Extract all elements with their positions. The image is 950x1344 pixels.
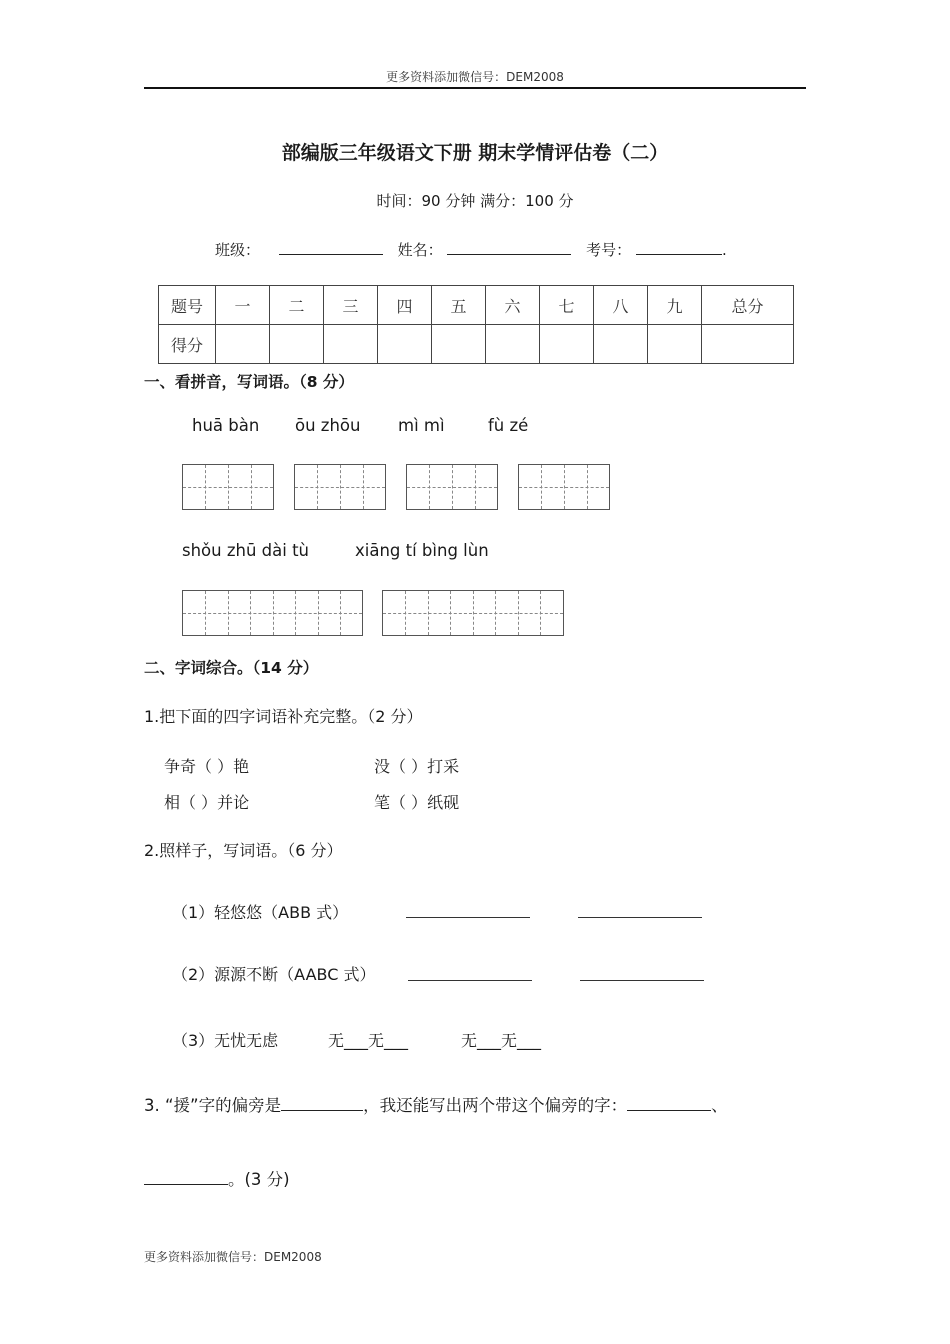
pinyin-label: shǒu zhū dài tù [182,541,310,560]
name-label: 姓名： [397,241,443,259]
table-cell: 总分 [702,286,794,325]
pinyin-label: fù zé [488,416,529,435]
writing-grid[interactable] [518,464,610,510]
page-header: 更多资料添加微信号：DEM2008 [386,70,564,84]
section-1-heading: 一、看拼音，写词语。（8 分） [144,373,354,391]
question-3 [144,1092,728,1116]
page-footer: 更多资料添加微信号：DEM2008 [144,1250,322,1264]
answer-blank[interactable] [406,917,530,918]
answer-blank[interactable] [281,1094,363,1111]
table-cell: 九 [648,286,702,325]
table-cell: 四 [378,286,432,325]
question-3-continued [144,1166,290,1190]
header-divider [144,87,806,89]
score-cell[interactable] [594,325,648,364]
table-cell: 二 [270,286,324,325]
score-table [158,285,794,364]
score-cell[interactable] [324,325,378,364]
score-cell[interactable] [216,325,270,364]
name-field[interactable] [447,238,571,255]
writing-grid[interactable] [182,464,274,510]
score-cell[interactable] [432,325,486,364]
q3-text-3: 、 [711,1096,728,1115]
table-cell: 七 [540,286,594,325]
exam-subtitle: 时间：90 分钟 满分：100 分 [376,192,574,210]
table-cell: 三 [324,286,378,325]
student-info-line [215,238,727,260]
table-cell: 题号 [159,286,216,325]
score-cell[interactable] [702,325,794,364]
pattern-blank[interactable]: 无___无___ [328,1031,409,1050]
class-label: 班级： [215,241,261,259]
answer-blank[interactable] [627,1094,711,1111]
question-1-prompt: 1.把下面的四字词语补充完整。（2 分） [144,707,423,726]
class-field[interactable] [279,238,383,255]
info-end: . [721,241,727,259]
writing-grid[interactable] [382,590,564,636]
answer-blank[interactable] [580,980,704,981]
table-cell: 五 [432,286,486,325]
id-label: 考号： [586,241,632,259]
id-field[interactable] [636,238,722,255]
word-pattern-item: （3）无忧无虑 [172,1031,279,1050]
answer-blank[interactable] [578,917,702,918]
q3-text-2: ，我还能写出两个带这个偏旁的字： [363,1096,628,1115]
score-cell[interactable] [270,325,324,364]
q3-text-4: 。(3 分) [228,1170,290,1189]
idiom-item: 相（ ）并论 [164,793,250,812]
idiom-item: 没（ ）打采 [374,757,460,776]
word-pattern-item: （1）轻悠悠（ABB 式） [172,903,349,922]
score-cell[interactable] [378,325,432,364]
pinyin-label: mì mì [398,416,445,435]
pinyin-label: ōu zhōu [295,416,361,435]
section-2-heading: 二、字词综合。（14 分） [144,659,319,677]
pattern-blank[interactable]: 无___无___ [461,1031,542,1050]
score-table-header-row [159,286,794,325]
writing-grid[interactable] [294,464,386,510]
question-2-prompt: 2.照样子，写词语。（6 分） [144,841,343,860]
writing-grid[interactable] [406,464,498,510]
score-cell[interactable] [648,325,702,364]
table-cell: 得分 [159,325,216,364]
score-cell[interactable] [486,325,540,364]
table-cell: 八 [594,286,648,325]
pinyin-label: xiāng tí bìng lùn [355,541,489,560]
pinyin-label: huā bàn [192,416,260,435]
table-cell: 六 [486,286,540,325]
idiom-item: 笔（ ）纸砚 [374,793,460,812]
q3-text-1: 3. “援”字的偏旁是 [144,1096,282,1115]
writing-grid[interactable] [182,590,363,636]
score-cell[interactable] [540,325,594,364]
table-cell: 一 [216,286,270,325]
answer-blank[interactable] [408,980,532,981]
answer-blank[interactable] [144,1168,228,1185]
idiom-item: 争奇（ ）艳 [164,757,250,776]
score-table-score-row [159,325,794,364]
exam-title: 部编版三年级语文下册 期末学情评估卷（二） [281,142,669,164]
word-pattern-item: （2）源源不断（AABC 式） [172,965,376,984]
